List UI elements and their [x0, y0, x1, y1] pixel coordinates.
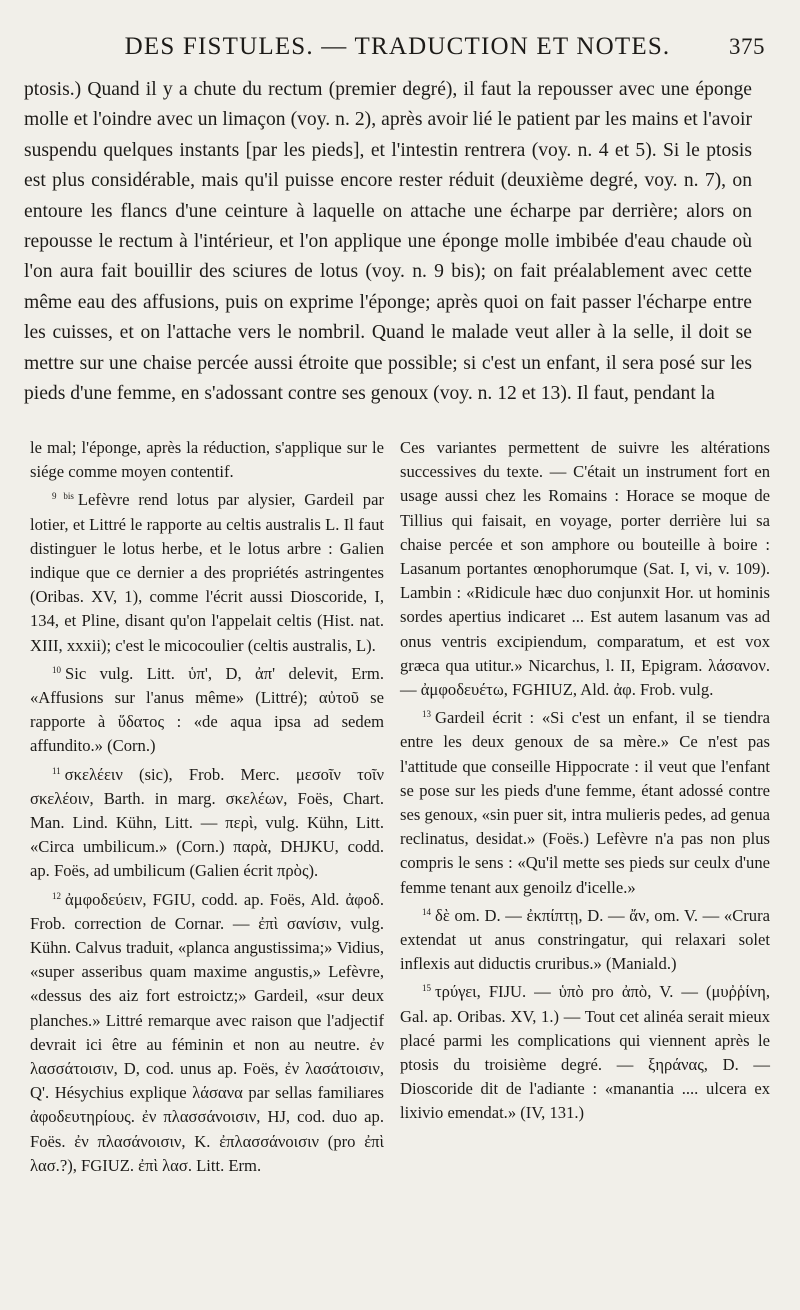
- footnote-9bis: [30, 484, 384, 657]
- footnote-marker: 10: [52, 664, 61, 675]
- footnote-continuation: [400, 436, 770, 702]
- footnote-marker: 12: [52, 890, 61, 901]
- footnote-text: τρύγει, FIJU. — ὑπὸ pro ἀπὸ, V. — (μυῤῥίνη, Gal. ap. Oribas. XV, 1.) — Tout cet alinéa serait mieux placé parmi les complications qui viennent après le ptosis du troisième degré. — ξηράνας, D. — Dioscoride dit de l'adiante : «manantia .... ulcera ex lixivio emendat.» (IV, 131.): [400, 982, 770, 1123]
- footnotes-left-column: [30, 436, 384, 1178]
- footnote-14: [400, 900, 770, 977]
- footnote-continuation: [30, 436, 384, 484]
- footnotes-right-column: [400, 436, 770, 1126]
- running-title: DES FISTULES. — TRADUCTION ET NOTES.: [124, 33, 671, 60]
- page-number: 375: [729, 34, 765, 59]
- footnote-text: le mal; l'éponge, après la réduction, s'applique sur le siége comme moyen contentif.: [30, 438, 384, 482]
- footnote-12: [30, 884, 384, 1178]
- main-paragraph: ptosis.) Quand il y a chute du rectum (premier degré), il faut la repousser avec une éponge molle et l'oindre avec un limaçon (voy. n. 2), après avoir lié le patient par les mains et l'avoir suspendu quelques instants [par les pieds], et l'intestin rentrera (voy. n. 4 et 5). Si le ptosis est plus considérable, mais qu'il puisse encore rester réduit (deuxième degré, voy. n. 7), on entoure les flancs d'une ceinture à laquelle on attache une écharpe par derrière; alors on repousse le rectum à l'intérieur, et l'on applique une éponge molle imbibée d'eau chaude où l'on aura fait bouillir des sciures de lotus (voy. n. 9 bis); on fait préalablement avec cette même eau des affusions, puis on exprime l'éponge; après quoi on fait passer l'écharpe entre les cuisses, et on l'attache vers le nombril. Quand le malade veut aller à la selle, il doit se mettre sur une chaise percée aussi étroite que possible; si c'est un enfant, il sera posé sur les pieds d'une femme, en s'adossant contre ses genoux (voy. n. 12 et 13). Il faut, pendant la: [24, 79, 752, 405]
- running-header: [30, 30, 765, 64]
- footnote-marker: 11: [52, 765, 61, 776]
- main-text: [24, 75, 752, 409]
- footnote-text: Ces variantes permettent de suivre les altérations successives du texte. — C'était un instrument fort en usage aussi chez les Romains : Horace se moque de Tillius qui faisait, en voyage, porter derrière lui sa chaise percée et son amphore ou bouteille à boire : Lasanum portantes œnophorumque (Sat. I, vi, v. 109). Lambin : «Ridicule hæc duo conjunxit Hor. ut hominis sordes apertius indicaret ... Est autem lasanum vas ad onus ventris excipiendum, comparatum, et est vox græca qua utitur.» Nicarchus, l. II, Epigram. λάσανον. — ἀμφοδευέτω, FGHIUZ, Ald. ἀφ. Frob. vulg.: [400, 438, 770, 700]
- footnote-13: [400, 702, 770, 900]
- footnote-10: [30, 658, 384, 759]
- footnote-text: Lefèvre rend lotus par alysier, Gardeil par lotier, et Littré le rapporte au celtis australis L. Il faut distinguer le lotus herbe, et le lotus arbre : Galien indique que ce dernier a des propriétés astringentes (Oribas. XV, 1), comme l'écrit aussi Dioscoride, I, 134, et Pline, disant qu'on l'appelait celtis (Hist. nat. XIII, xxxii); c'est le micocoulier (celtis australis, L).: [30, 490, 384, 655]
- footnote-text: σκελέειν (sic), Frob. Merc. μεσοῖν τοῖν σκελέοιν, Barth. in marg. σκελέων, Foës, Chart. Man. Lind. Kühn, Litt. — περὶ, vulg. Kühn, Litt. «Circa umbilicum.» (Corn.) παρὰ, DHJKU, codd. ap. Foës, ad umbilicum (Galien écrit πρὸς).: [30, 764, 384, 881]
- footnote-marker: 13: [422, 709, 431, 720]
- footnote-11: [30, 759, 384, 884]
- footnote-text: ἀμφοδεύειν, FGIU, codd. ap. Foës, Ald. ἀφοδ. Frob. correction de Cornar. — ἐπὶ σανίσιν, vulg. Kühn. Calvus traduit, «planca angustissima;» Vidius, «super asseribus quam maxime angustis,» Lefèvre, «dessus des aiz fort estroictz;» Gardeil, «sur deux planches.» Littré remarque avec raison que l'adjectif devrait ici être au féminin et non au neutre. ἐν λασσάτοισιν, D, cod. unus ap. Foës, ἐν λασάτοισιν, Q'. Hésychius explique λάσανα par sellas familiares ἀφοδευτηρίους. ἐν πλασσάνοισιν, HJ, cod. duo ap. Foës. ἐν πλασάνοισιν, K. ἐπλασσάνοισιν (pro ἐπὶ λασ.?), FGIUZ. ἐπὶ λασ. Litt. Erm.: [30, 889, 384, 1175]
- footnote-marker: 14: [422, 906, 431, 917]
- footnote-text: Sic vulg. Litt. ὑπ', D, ἀπ' delevit, Erm. «Affusions sur l'anus même» (Littré); αὐτοῦ se rapporte à ὕδατος : «de aqua ipsa ad sedem affundito.» (Corn.): [30, 663, 384, 756]
- footnote-marker: 15: [422, 983, 431, 994]
- footnote-text: Gardeil écrit : «Si c'est un enfant, il se tiendra entre les deux genoux de sa mère.» Ce n'est pas l'attitude que conseille Hippocrate : il veut que l'enfant se pose sur les pieds d'une femme, étant adossé contre ses genoux, «sin puer sit, intra mulieris pedes, ad genua reclinatus, desidat.» (Foës.) Lefèvre n'a pas non plus compris le sens : «Qu'il mette ses pieds sur ceulx d'une femme tenant aux genoilz d'icelle.»: [400, 708, 770, 897]
- footnote-text: δὲ om. D. — ἐκπίπτῃ, D. — ἄν, om. V. — «Crura extendat ut anus constringatur, qui relaxari solet inflexis aut diductis cruribus.» (Maniald.): [400, 905, 770, 974]
- footnote-15: [400, 976, 770, 1125]
- footnote-marker: 9 bis: [52, 491, 74, 502]
